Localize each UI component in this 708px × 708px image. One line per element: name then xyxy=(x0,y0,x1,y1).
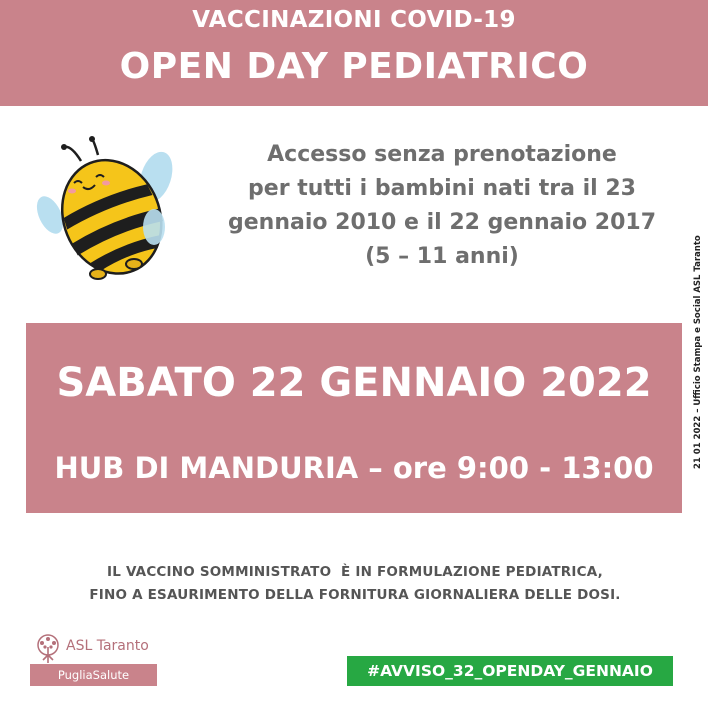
access-line-3: gennaio 2010 e il 22 gennaio 2017 xyxy=(227,210,657,235)
header-banner xyxy=(0,0,708,106)
access-line-4: (5 – 11 anni) xyxy=(365,244,519,269)
header-title: OPEN DAY PEDIATRICO xyxy=(119,46,589,87)
access-info xyxy=(222,138,662,274)
header-subtitle: VACCINAZIONI COVID-19 xyxy=(192,7,516,33)
access-line-2: per tutti i bambini nati tra il 23 xyxy=(248,176,636,201)
notice-line-1: IL VACCINO SOMMINISTRATO È IN FORMULAZIONE PEDIATRICA, xyxy=(107,564,603,580)
hashtag-banner: #AVVISO_32_OPENDAY_GENNAIO xyxy=(347,656,673,686)
notice xyxy=(30,561,680,607)
side-credit-text: 21 01 2022 – Ufficio Stampa e Social ASL Taranto xyxy=(693,235,703,469)
bee-icon xyxy=(36,135,176,285)
event-location-time: HUB DI MANDURIA – ore 9:00 - 13:00 xyxy=(54,451,654,485)
asl-taranto-logo xyxy=(30,631,160,689)
logo-region: PugliaSalute xyxy=(30,664,157,686)
access-line-1: Accesso senza prenotazione xyxy=(267,142,617,167)
logo-city: Taranto xyxy=(96,638,149,654)
logo-text xyxy=(66,638,149,654)
tree-icon xyxy=(32,633,64,665)
logo-asl: ASL xyxy=(66,638,93,654)
notice-line-2: FINO A ESAURIMENTO DELLA FORNITURA GIORNALIERA DELLE DOSI. xyxy=(89,587,621,603)
event-box xyxy=(26,323,682,513)
event-date: SABATO 22 GENNAIO 2022 xyxy=(56,360,652,406)
